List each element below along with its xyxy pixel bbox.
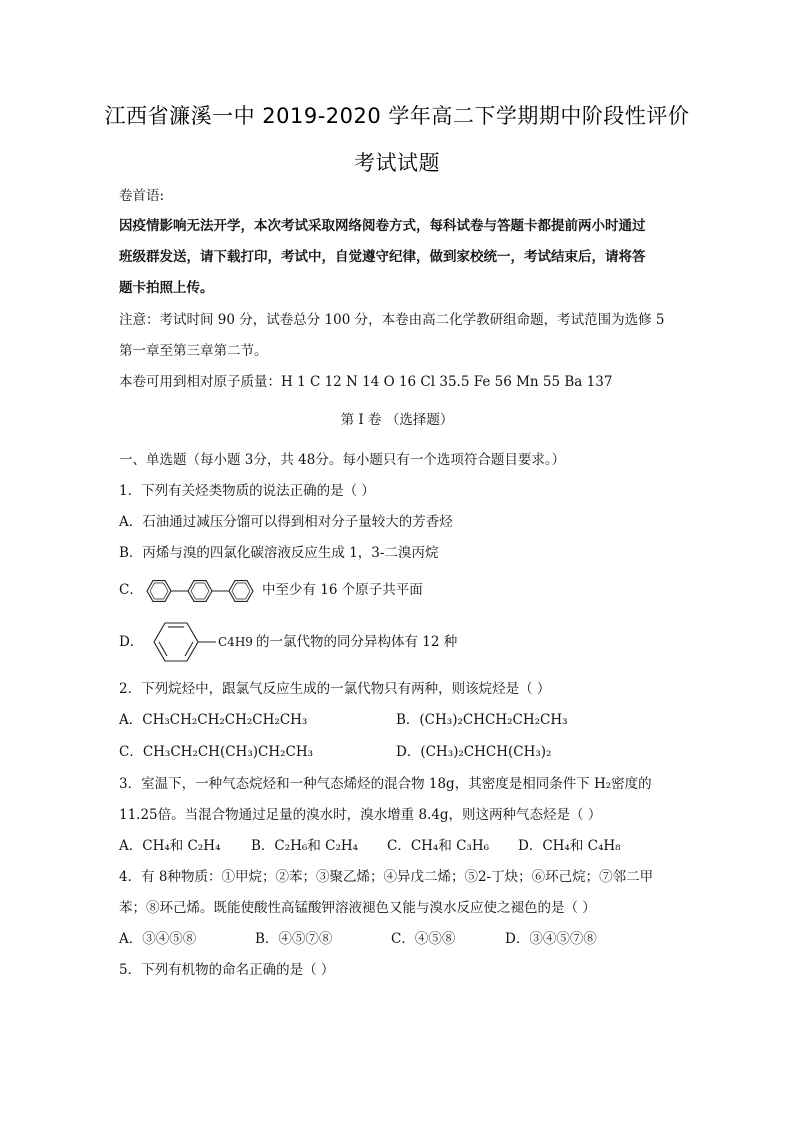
preface-label: 卷首语:: [119, 188, 165, 204]
preface-bold-line: 班级群发送，请下载打印，考试中，自觉遵守纪律，做到家校统一，考试结束后，请将答: [119, 249, 646, 265]
q2-option-b: B．(CH₃)₂CHCH₂CH₂CH₃: [396, 712, 568, 728]
exam-title-line1: 江西省濂溪一中 2019-2020 学年高二下学期期中阶段性评价: [104, 104, 690, 128]
q1-option-d-text: 的一氯代物的同分异构体有 12 种: [256, 634, 458, 650]
q2-option-a: A．CH₃CH₂CH₂CH₂CH₂CH₃: [119, 712, 308, 728]
notice-line: 第一章至第三章第二节。: [119, 343, 268, 359]
preface-bold-line: 因疫情影响无法开学，本次考试采取网络阅卷方式，每科试卷与答题卡都提前两小时通过: [119, 218, 646, 234]
q4-option-c: C．④⑤⑧: [391, 931, 456, 947]
q3-option-b: B．C₂H₆和 C₂H₄: [251, 838, 359, 854]
q5-stem: 5．下列有机物的命名正确的是（ ）: [119, 962, 335, 978]
q1-option-a: A．石油通过减压分馏可以得到相对分子量较大的芳香烃: [119, 514, 453, 530]
q3-stem-line2: 11.25倍。当混合物通过足量的溴水时，溴水增重 8.4g，则这两种气态烃是（ ）: [119, 807, 602, 823]
q4-option-d: D．③④⑤⑦⑧: [505, 931, 597, 947]
q4-stem-line1: 4．有 8种物质：①甲烷；②苯；③聚乙烯；④异戊二烯；⑤2-丁炔；⑥环己烷；⑦邻二甲: [119, 869, 654, 885]
q1-stem: 1．下列有关烃类物质的说法正确的是（ ）: [119, 483, 375, 499]
notice-line: 注意：考试时间 90 分，试卷总分 100 分，本卷由高二化学教研组命题，考试范围为选修 5: [119, 312, 665, 328]
q1-option-c-label: C．: [119, 582, 143, 598]
exam-title-line2: 考试试题: [354, 151, 440, 175]
q4-stem-line2: 苯；⑧环己烯。既能使酸性高锰酸钾溶液褪色又能与溴水反应使之褪色的是（ ）: [119, 900, 596, 916]
q3-option-c: C．CH₄和 C₃H₆: [387, 838, 490, 854]
q1-option-d-label: D．: [119, 634, 144, 650]
atomic-masses: 本卷可用到相对原子质量：H 1 C 12 N 14 O 16 Cl 35.5 Fe 56 Mn 55 Ba 137: [119, 374, 613, 390]
q4-option-a: A．③④⑤⑧: [119, 931, 197, 947]
q4-option-b: B．④⑤⑦⑧: [255, 931, 333, 947]
q3-option-a: A．CH₄和 C₂H₄: [119, 838, 221, 854]
q1-option-d-substituent: C4H9: [218, 635, 253, 649]
q3-stem-line1: 3．室温下，一种气态烷烃和一种气态烯烃的混合物 18g，其密度是相同条件下 H₂密度的: [119, 776, 652, 792]
q1-option-c-text: 中至少有 16 个原子共平面: [262, 582, 423, 598]
q3-option-d: D．CH₄和 C₄H₈: [518, 838, 621, 854]
section-heading: 第 Ⅰ 卷 （选择题）: [340, 412, 454, 428]
section-intro: 一、单选题（每小题 3分，共 48分。每小题只有一个选项符合题目要求。）: [119, 452, 566, 468]
q2-option-d: D．(CH₃)₂CHCH(CH₃)₂: [396, 744, 552, 760]
preface-bold-line: 题卡拍照上传。: [119, 280, 214, 296]
q2-option-c: C．CH₃CH₂CH(CH₃)CH₂CH₃: [119, 744, 314, 760]
q1-option-b: B．丙烯与溴的四氯化碳溶液反应生成 1，3-二溴丙烷: [119, 545, 439, 561]
q2-stem: 2．下列烷烃中，跟氯气反应生成的一氯代物只有两种，则该烷烃是（ ）: [119, 681, 551, 697]
terphenyl-structure-icon: [143, 573, 261, 609]
benzene-ring-icon: [150, 618, 218, 666]
